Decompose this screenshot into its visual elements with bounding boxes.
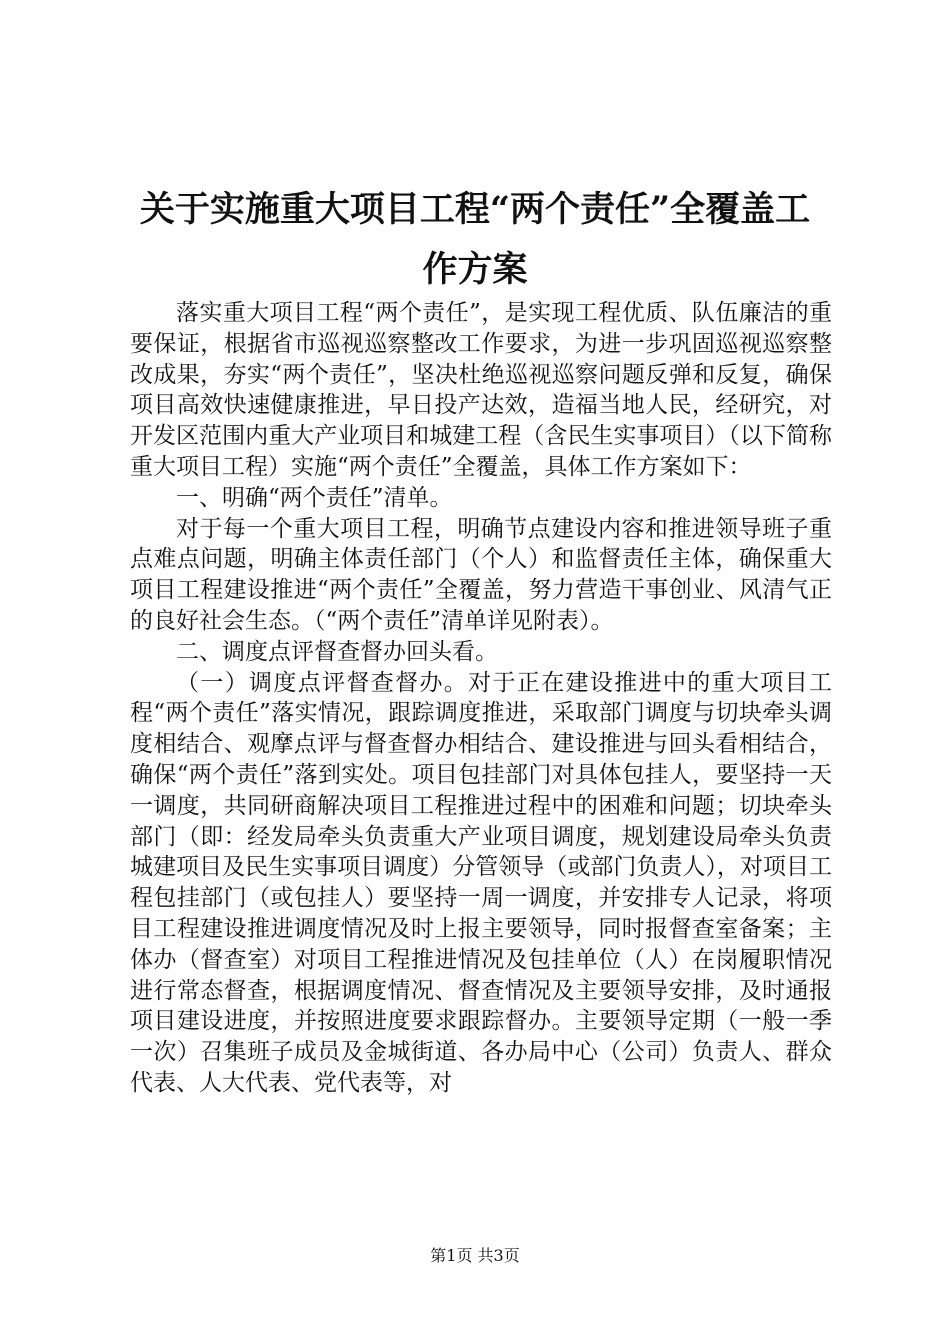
document-body <box>130 298 832 1099</box>
section-heading-2: 二、调度点评督查督办回头看。 <box>176 638 498 665</box>
document-title-line-2: 作方案 <box>422 249 528 290</box>
intro-paragraph: 落实重大项目工程“两个责任”，是实现工程优质、队伍廉洁的重要保证，根据省市巡视巡察整改工作要求，为进一步巩固巡视巡察整改成果，夯实“两个责任”，坚决杜绝巡视巡察问题反弹和反复，确保项目高效快速健康推进，早日投产达效，造福当地人民，经研究，对开发区范围内重大产业项目和城建工程（含民生实事项目）（以下简称重大项目工程）实施“两个责任”全覆盖，具体工作方案如下： <box>130 300 832 480</box>
page-number-footer: 第1页 共3页 <box>430 1246 520 1265</box>
section-2-paragraph: （一）调度点评督查督办。对于正在建设推进中的重大项目工程“两个责任”落实情况，跟踪调度推进，采取部门调度与切块牵头调度相结合、观摩点评与督查督办相结合、建设推进与回头看相结合，确保“两个责任”落到实处。项目包挂部门对具体包挂人，要坚持一天一调度，共同研商解决项目工程推进过程中的困难和问题；切块牵头部门（即：经发局牵头负责重大产业项目调度，规划建设局牵头负责城建项目及民生实事项目调度）分管领导（或部门负责人），对项目工程包挂部门（或包挂人）要坚持一周一调度，并安排专人记录，将项目工程建设推进调度情况及时上报主要领导，同时报督查室备案；主体办（督查室）对项目工程推进情况及包挂单位（人）在岗履职情况进行常态督查，根据调度情况、督查情况及主要领导安排，及时通报项目建设进度，并按照进度要求跟踪督办。主要领导定期（一般一季一次）召集班子成员及金城街道、各办局中心（公司）负责人、群众代表、人大代表、党代表等，对 <box>130 669 832 1096</box>
section-heading-1: 一、明确“两个责任”清单。 <box>176 484 453 511</box>
section-1-paragraph: 对于每一个重大项目工程，明确节点建设内容和推进领导班子重点难点问题，明确主体责任部门（个人）和监督责任主体，确保重大项目工程建设推进“两个责任”全覆盖，努力营造干事创业、风清气正的良好社会生态。（“两个责任”清单详见附表）。 <box>130 515 832 634</box>
document-title-line-1: 关于实施重大项目工程“两个责任”全覆盖工 <box>139 189 811 230</box>
